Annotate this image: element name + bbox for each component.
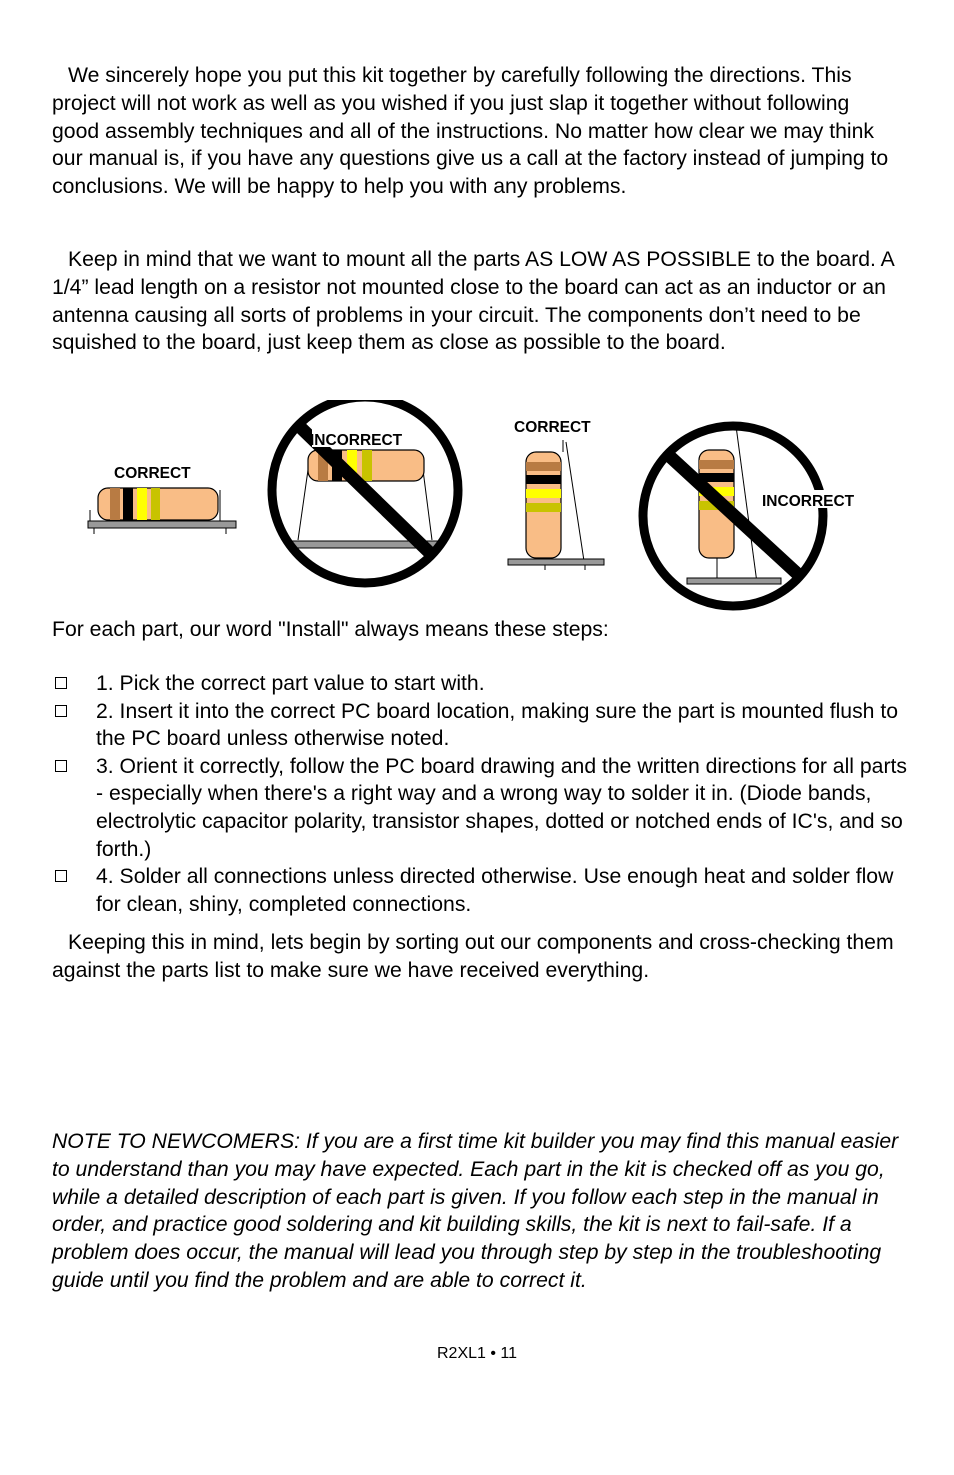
diagram-label-incorrect-2: INCORRECT <box>762 493 855 510</box>
step-checkbox-1[interactable] <box>52 670 96 698</box>
intro-paragraph: We sincerely hope you put this kit together by carefully following the directions. This project will not work as well as you wished if you just slap it together without following good assembly techniques and all of the instructions. No matter how clear we may think our manual is, if you have any questions give us a call at the factory instead of jumping to conclusions. We will be happy to help you with any problems. <box>52 64 889 199</box>
step-text: 1. Pick the correct part value to start with. <box>96 672 485 695</box>
step-text: 4. Solder all connections unless directed otherwise. Use enough heat and solder flow for clean, shiny, completed connections. <box>96 865 894 916</box>
sorting-paragraph: Keeping this in mind, lets begin by sorting out our components and cross-checking them against the parts list to make sure we have received everything. <box>52 931 894 982</box>
step-text: 2. Insert it into the correct PC board location, making sure the part is mounted flush to the PC board unless otherwise noted. <box>96 699 899 751</box>
step-checkbox-4[interactable] <box>52 863 96 918</box>
correct-vertical-resistor <box>508 419 604 570</box>
incorrect-vertical-resistor <box>643 426 868 606</box>
diagram-label-correct-2: CORRECT <box>514 419 591 436</box>
diagram-label-correct-1: CORRECT <box>114 465 191 482</box>
install-steps-list <box>52 670 912 918</box>
step-text: 3. Orient it correctly, follow the PC board drawing and the written directions for all parts - especially when there's a right way and a wrong way to solder it in. (Diode bands, electrolytic capacitor polarity, transistor shapes, dotted or notched ends of IC's, and so forth.) <box>96 754 907 861</box>
step-checkbox-3[interactable] <box>52 753 96 863</box>
newcomers-note: NOTE TO NEWCOMERS: If you are a first time kit builder you may find this manual easier to understand than you may have expected. Each part in the kit is checked off as you go, while a detailed description of each part is given. If you follow each step in the manual in order, and practice good soldering and kit building skills, the kit is next to fail-safe. If a problem does occur, the manual will lead you through step by step in the troubleshooting guide until you find the problem and are able to correct it. <box>52 1130 899 1292</box>
correct-horizontal-resistor <box>88 465 236 534</box>
diagram-label-incorrect-1: INCORRECT <box>310 432 403 449</box>
resistor-mounting-diagram <box>60 400 910 615</box>
step-item <box>52 698 912 753</box>
incorrect-horizontal-resistor <box>272 400 458 583</box>
step-item <box>52 863 912 918</box>
step-item <box>52 753 912 863</box>
install-intro: For each part, our word "Install" always means these steps: <box>52 618 609 641</box>
step-checkbox-2[interactable] <box>52 698 96 753</box>
step-item <box>52 670 912 698</box>
page-footer: R2XL1 • 11 <box>436 1345 518 1362</box>
mounting-paragraph: Keep in mind that we want to mount all the parts AS LOW AS POSSIBLE to the board. A 1/4” lead length on a resistor not mounted close to the board can act as an inductor or an antenna causing all sorts of problems in your circuit. The components don’t need to be squished to the board, just keep them as close as possible to the board. <box>52 248 894 355</box>
